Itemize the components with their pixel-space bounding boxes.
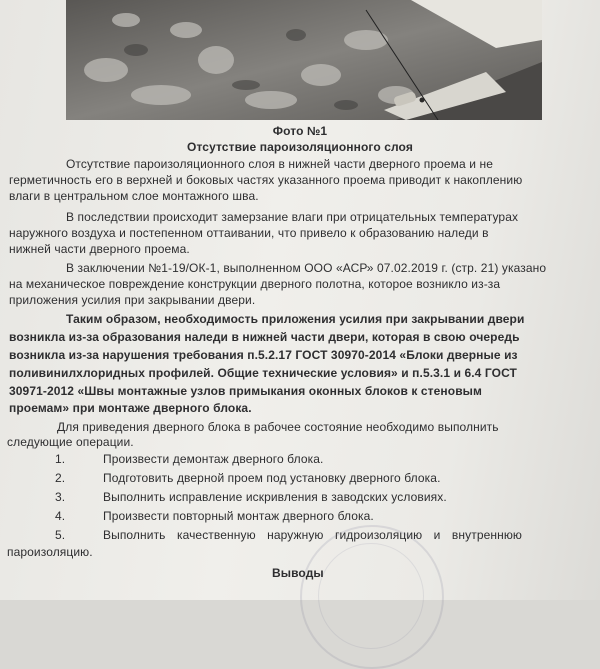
- paragraph-line: приложения усилия при закрывании двери.: [9, 293, 256, 307]
- operation-text: Произвести демонтаж дверного блока.: [103, 452, 324, 466]
- paragraph-line-bold: Таким образом, необходимость приложения усилия при закрывании двери: [66, 312, 525, 326]
- paragraph-line: следующие операции.: [7, 435, 134, 449]
- paragraph-line-bold: возникла из-за образования наледи в нижней части двери, которая в свою очередь: [9, 330, 520, 344]
- paragraph-line: В последствии происходит замерзание влаги при отрицательных температурах: [66, 210, 519, 224]
- operation-text-continuation: пароизоляцию.: [7, 545, 93, 559]
- photo-caption-number: Фото №1: [272, 124, 328, 138]
- operation-text: Произвести повторный монтаж дверного блока.: [103, 509, 374, 523]
- paragraph-line: Отсутствие пароизоляционного слоя в нижней части дверного проема и не: [66, 157, 493, 171]
- paragraph-line: на механическое повреждение конструкции дверного полотна, которое возникло из-за: [9, 277, 501, 291]
- conclusions-heading: Выводы: [272, 566, 324, 580]
- paragraph-line: герметичность его в верхней и боковых частях указанного проема приводит к накоплению: [9, 173, 523, 187]
- paragraph-line: влаги в центральном слое монтажного шва.: [9, 189, 259, 203]
- operation-number: 5.: [55, 528, 66, 542]
- operation-text: Выполнить качественную наружную гидроизоляцию и внутреннюю: [103, 528, 523, 542]
- paragraph-line-bold: 30971-2012 «Швы монтажные узлов примыкания оконных блоков к стеновым: [9, 384, 482, 398]
- paragraph-line-bold: проемам» при монтаже дверного блока.: [9, 401, 252, 415]
- photo-caption-title: Отсутствие пароизоляционного слоя: [187, 140, 413, 154]
- operation-text: Выполнить исправление искривления в заводских условиях.: [103, 490, 447, 504]
- operation-number: 3.: [55, 490, 66, 504]
- paragraph-line: наружного воздуха и постепенном оттаивании, что привело к образованию наледи в: [9, 226, 489, 240]
- operation-text: Подготовить дверной проем под установку дверного блока.: [103, 471, 441, 485]
- paragraph-line-bold: поливинилхлоридных профилей. Общие технические условия» и п.5.3.1 и 6.4 ГОСТ: [9, 366, 517, 380]
- operation-number: 2.: [55, 471, 66, 485]
- operation-number: 1.: [55, 452, 66, 466]
- operation-number: 4.: [55, 509, 66, 523]
- paragraph-line-bold: возникла из-за нарушения требования п.5.2.17 ГОСТ 30970-2014 «Блоки дверные из: [9, 348, 518, 362]
- paragraph-line: Для приведения дверного блока в рабочее состояние необходимо выполнить: [57, 420, 499, 434]
- paragraph-line: В заключении №1-19/ОК-1, выполненном ООО «АСР» 07.02.2019 г. (стр. 21) указано: [66, 261, 547, 275]
- paragraph-line: нижней части дверного проема.: [9, 242, 190, 256]
